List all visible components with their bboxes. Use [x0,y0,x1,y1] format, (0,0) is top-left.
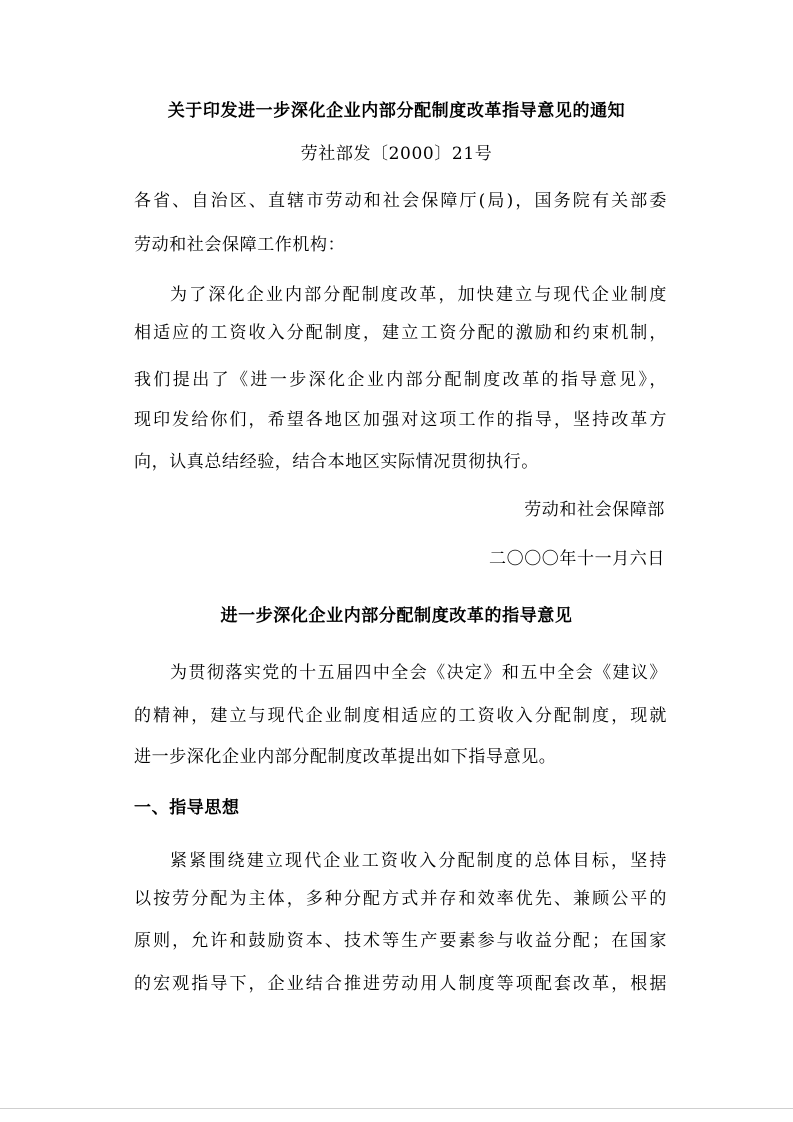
notice-paragraph-line-5: 向，认真总结经验，结合本地区实际情况贯彻执行。 [134,452,539,472]
recipients-line-1: 各省、自治区、直辖市劳动和社会保障厅(局)，国务院有关部委 [134,191,667,211]
section-1-paragraph-line-2: 以按劳分配为主体，多种分配方式并存和效率优先、兼顾公平的 [134,889,667,909]
recipients-line-2: 劳动和社会保障工作机构： [134,235,346,255]
page-bottom-rule [0,1108,793,1109]
intro-paragraph-line-1: 为贯彻落实党的十五届四中全会《决定》和五中全会《建议》 [170,663,667,683]
notice-paragraph-line-2: 相适应的工资收入分配制度，建立工资分配的激励和约束机制， [134,323,667,343]
notice-paragraph-line-1: 为了深化企业内部分配制度改革，加快建立与现代企业制度 [170,285,667,305]
section-1-paragraph-line-3: 原则，允许和鼓励资本、技术等生产要素参与收益分配；在国家 [134,931,667,951]
issuer-signature: 劳动和社会保障部 [524,500,665,520]
document-number: 劳社部发〔2000〕21号 [300,144,493,164]
notice-paragraph-line-4: 现印发给你们，希望各地区加强对这项工作的指导，坚持改革方 [134,410,667,430]
issue-date: 二〇〇〇年十一月六日 [489,549,665,569]
notice-title: 关于印发进一步深化企业内部分配制度改革指导意见的通知 [167,101,626,121]
opinion-title: 进一步深化企业内部分配制度改革的指导意见 [220,606,573,626]
section-1-heading: 一、指导思想 [134,798,240,818]
section-1-paragraph-line-4: 的宏观指导下，企业结合推进劳动用人制度等项配套改革，根据 [134,974,667,994]
section-1-paragraph-line-1: 紧紧围绕建立现代企业工资收入分配制度的总体目标，坚持 [170,851,667,871]
intro-paragraph-line-3: 进一步深化企业内部分配制度改革提出如下指导意见。 [134,747,557,767]
intro-paragraph-line-2: 的精神，建立与现代企业制度相适应的工资收入分配制度，现就 [134,706,667,726]
notice-paragraph-line-3: 我们提出了《进一步深化企业内部分配制度改革的指导意见》， [134,370,667,390]
